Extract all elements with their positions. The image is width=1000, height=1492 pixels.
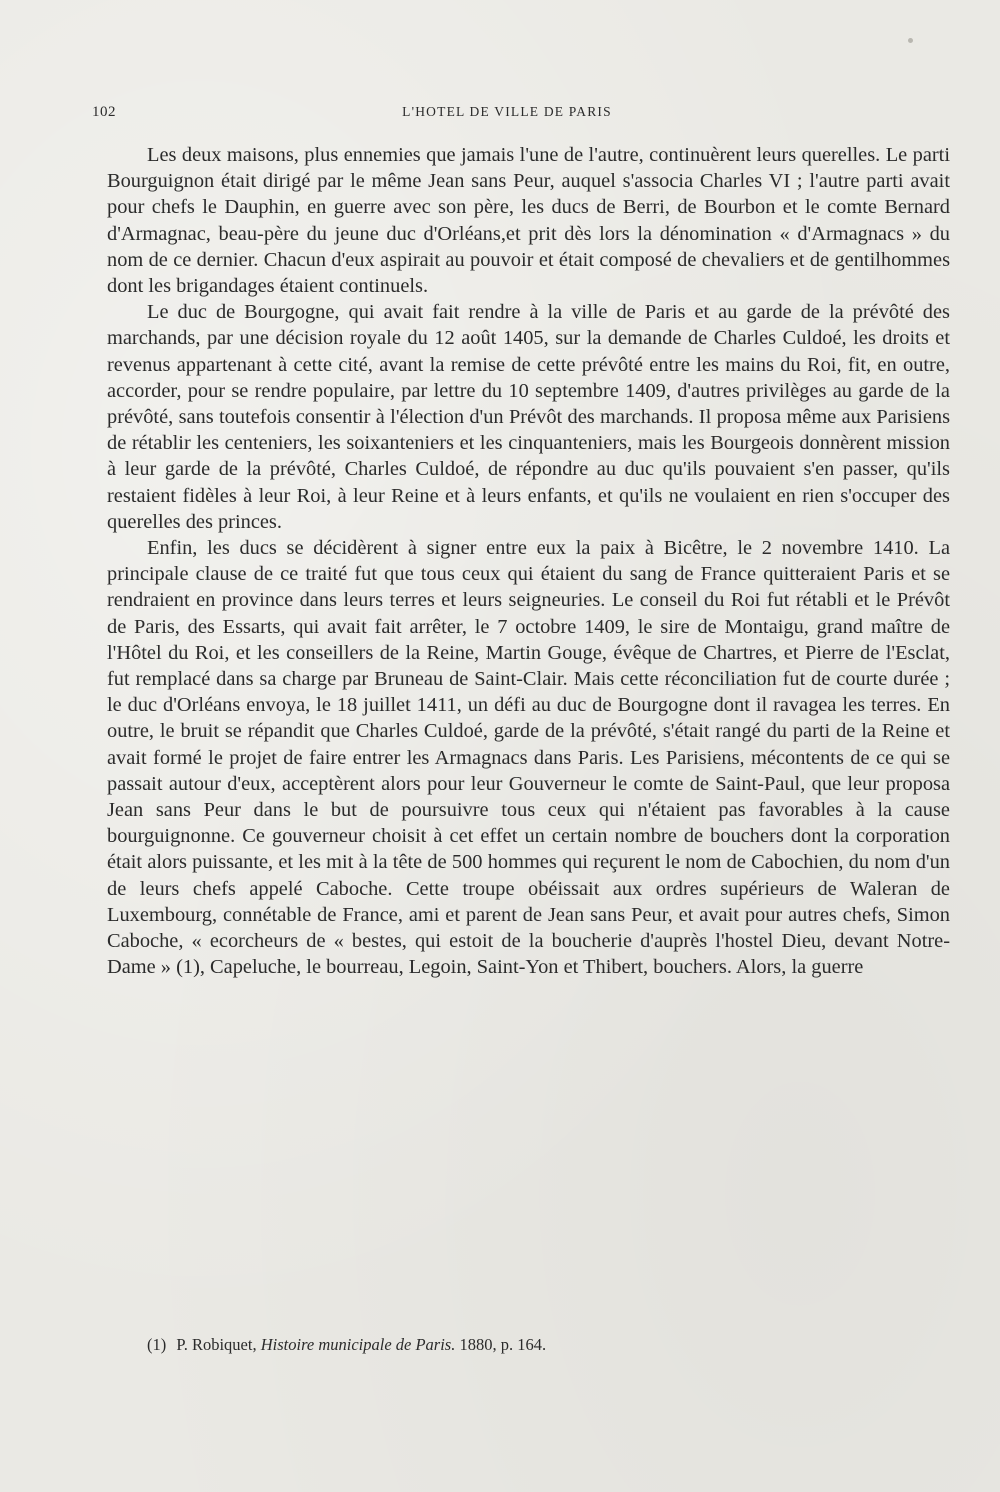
footnote-details: 1880, p. 164. [459,1335,547,1354]
paragraph: Enfin, les ducs se décidèrent à signer entre eux la paix à Bicêtre, le 2 novembre 1410. La principale clause de ce traité fut que tous ceux qui étaient du sang de France quitteraient Paris et se rendraient en province dans leurs terres et leurs seigneuries. Le conseil du Roi fut rétabli et le Prévôt de Paris, des Essarts, qui avait fait arrêter, le 7 octobre 1409, le sire de Montaigu, grand maître de l'Hôtel du Roi, et les conseillers de la Reine, Martin Gouge, évêque de Chartres, et Pierre de l'Esclat, fut remplacé dans sa charge par Bruneau de Saint-Clair. Mais cette réconciliation fut de courte durée ; le duc d'Orléans envoya, le 18 juillet 1411, un défi au duc de Bourgogne dont il ravagea les terres. En outre, le bruit se répandit que Charles Culdoé, garde de la prévôté, s'était rangé du parti de la Reine et avait formé le projet de faire entrer les Armagnacs dans Paris. Les Parisiens, mécontents de ce qui se passait autour d'eux, acceptèrent alors pour leur Gouverneur le comte de Saint-Paul, que leur proposa Jean sans Peur dans le but de poursuivre tous ceux qui n'étaient pas favorables à la cause bourguignonne. Ce gouverneur choisit à cet effet un certain nombre de bouchers dont la corporation était alors puissante, et les mit à la tête de 500 hommes qui reçurent le nom de Cabochien, du nom d'un de leurs chefs appelé Caboche. Cette troupe obéissait aux ordres supérieurs de Waleran de Luxembourg, connétable de France, ami et parent de Jean sans Peur, et avait pour autres chefs, Simon Caboche, « ecorcheurs de « bestes, qui estoit de la boucherie d'auprès l'hostel Dieu, devant Notre-Dame » (1), Capeluche, le bourreau, Legoin, Saint-Yon et Thibert, bouchers. Alors, la guerre [107,537,950,979]
footnote-marker: (1) [147,1335,167,1354]
page-number: 102 [92,104,116,120]
body-text [107,142,950,981]
footnote-title: Histoire municipale de Paris. [260,1335,456,1354]
running-title: L'HOTEL DE VILLE DE PARIS [402,104,612,119]
footnote-author: P. Robiquet, [176,1335,257,1354]
footnote [147,1334,847,1356]
paper-speck [908,38,913,43]
running-head [92,104,882,128]
paragraph: Le duc de Bourgogne, qui avait fait rendre à la ville de Paris et au garde de la prévôté des marchands, par une décision royale du 12 août 1405, sur la demande de Charles Culdoé, les droits et revenus appartenant à cette cité, avant la remise de cette prévôté entre les mains du Roi, fit, en outre, accorder, pour se rendre populaire, par lettre du 10 septembre 1409, d'autres privilèges au garde de la prévôté, sans toutefois consentir à l'élection d'un Prévôt des marchands. Il proposa même aux Parisiens de rétablir les centeniers, les soixanteniers et les cinquanteniers, mais les Bourgeois donnèrent mission à leur garde de la prévôté, Charles Culdoé, de répondre au duc qu'ils pouvaient s'en passer, qu'ils restaient fidèles à leur Roi, à leur Reine et à leurs enfants, et qu'ils ne voulaient en rien s'occuper des querelles des princes. [107,301,950,533]
paragraph: Les deux maisons, plus ennemies que jamais l'une de l'autre, continuèrent leurs querelles. Le parti Bourguignon était dirigé par le même Jean sans Peur, auquel s'associa Charles VI ; l'autre parti avait pour chefs le Dauphin, en guerre avec son père, les ducs de Berri, de Bourbon et le comte Bernard d'Armagnac, beau-père du jeune duc d'Orléans,et prit dès lors la dénomination « d'Armagnacs » du nom de ce dernier. Chacun d'eux aspirait au pouvoir et était composé de chevaliers et de gentilhommes dont les brigandages étaient continuels. [107,144,950,298]
